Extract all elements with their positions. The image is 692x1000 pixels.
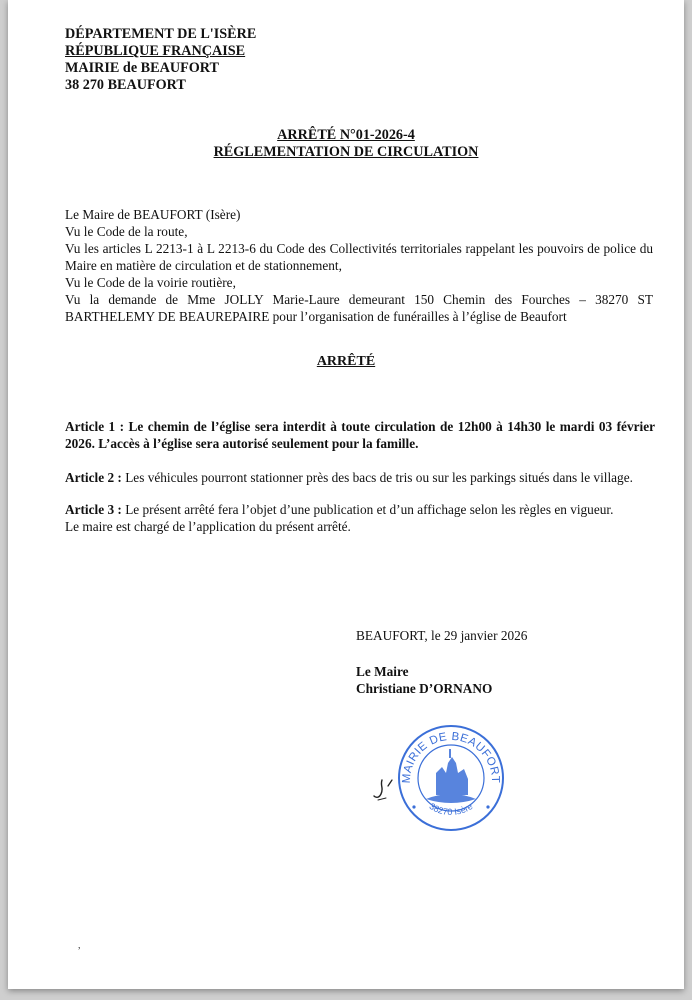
svg-text:38270 Isère	[428, 801, 475, 817]
signer-block	[356, 663, 492, 697]
article-2	[65, 469, 655, 486]
arrete-heading: ARRÊTÉ	[316, 354, 376, 369]
visas-block	[65, 206, 653, 325]
stamp-bottom-text: 38270 Isère	[427, 801, 475, 818]
visa-line: Vu le Code de la route,	[65, 224, 188, 239]
signer-name: Christiane D’ORNANO	[356, 681, 493, 696]
article-label: Article 2 :	[65, 470, 122, 485]
header-postcode: 38 270 BEAUFORT	[65, 77, 186, 93]
article-text-continued: Le maire est chargé de l’application du présent arrêté.	[65, 519, 351, 534]
arrete-number: ARRÊTÉ N°01-2026-4	[277, 127, 415, 143]
issuer-header	[65, 26, 256, 94]
article-label: Article 1 :	[65, 419, 125, 434]
mairie-stamp-seal	[396, 723, 506, 833]
stamp-top-text: MAIRIE DE BEAUFORT	[400, 730, 502, 784]
header-department: DÉPARTEMENT DE L'ISÈRE	[65, 26, 257, 42]
article-text: Le présent arrêté fera l’objet d’une publication et d’un affichage selon les règles en vigueur.	[125, 502, 614, 517]
visa-line: Le Maire de BEAUFORT (Isère)	[65, 207, 241, 222]
article-text: Le chemin de l’église sera interdit à toute circulation de 12h00 à 14h30 le mardi 03 février 2026. L’accès à l’église sera autorisé seulement pour la famille.	[65, 419, 655, 451]
document-title	[8, 127, 684, 161]
article-3	[65, 501, 655, 535]
place-date: BEAUFORT, le 29 janvier 2026	[356, 628, 528, 643]
article-1	[65, 418, 655, 452]
header-mairie: MAIRIE de BEAUFORT	[65, 60, 219, 76]
arrete-subject: RÉGLEMENTATION DE CIRCULATION	[213, 144, 479, 160]
article-label: Article 3 :	[65, 502, 122, 517]
document-page	[8, 0, 684, 989]
visa-line: Vu le Code de la voirie routière,	[65, 275, 236, 290]
visa-line: Vu la demande de Mme JOLLY Marie-Laure demeurant 150 Chemin des Fourches – 38270 ST BARTHELEMY DE BEAUREPAIRE pour l’organisation de funérailles à l’église de Beaufort	[65, 292, 653, 324]
visa-line: Vu les articles L 2213-1 à L 2213-6 du Code des Collectivités territoriales rappelant les pouvoirs de police du Maire en matière de circulation et de stationnement,	[65, 241, 653, 273]
signer-role: Le Maire	[356, 664, 409, 679]
article-text: Les véhicules pourront stationner près des bacs de tris ou sur les parkings situés dans le village.	[125, 470, 633, 485]
stray-mark: ,	[78, 940, 81, 951]
header-republic: RÉPUBLIQUE FRANÇAISE	[65, 43, 246, 59]
